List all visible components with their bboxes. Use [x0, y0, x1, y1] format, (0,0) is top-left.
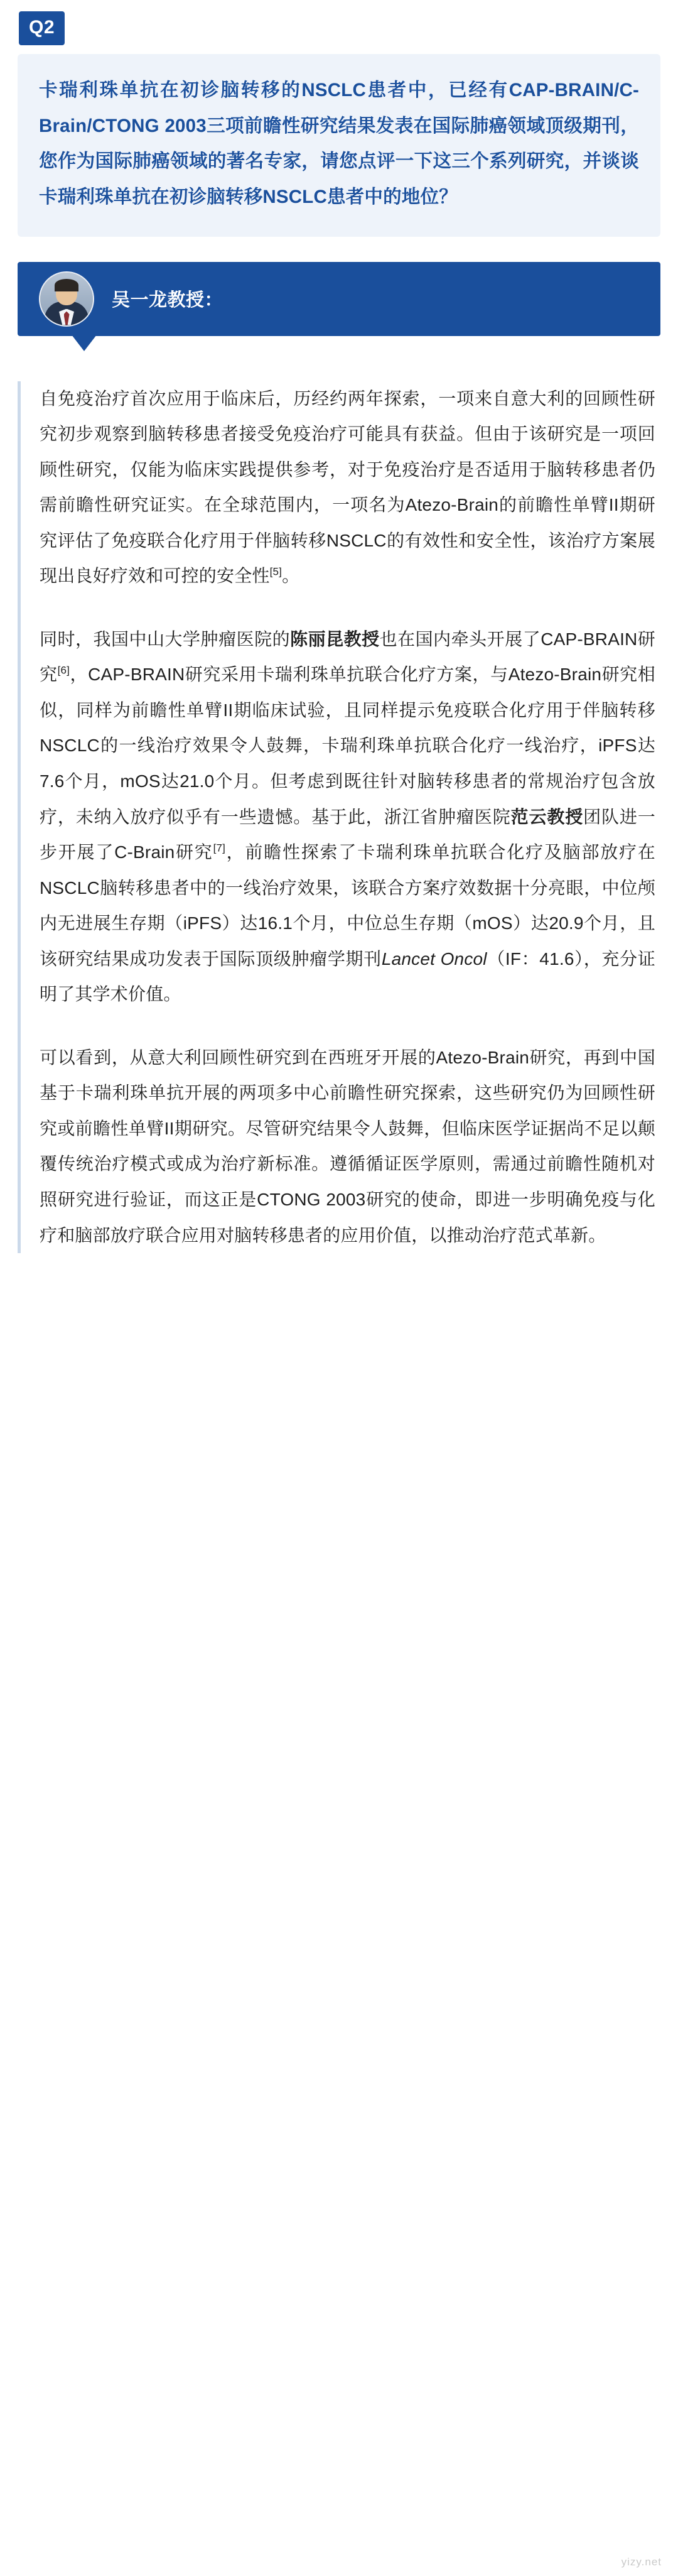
body-text: ，CAP-BRAIN研究采用卡瑞利珠单抗联合化疗方案，与Atezo-Brain研究相似，同样为前瞻性单臂II期临床试验，且同样提示免疫联合化疗用于伴脑转移NSCLC的一线治疗效果令人鼓舞，卡瑞利珠单抗联合化疗一线治疗，iPFS达7.6个月，mOS达21.0个月。但考虑到既往针对脑转移患者的常规治疗包含放疗，未纳入放疗似乎有一些遗憾。基于此，浙江省肿瘤医院: [40, 665, 655, 827]
answer-paragraph: [40, 381, 655, 594]
answer-body: [18, 381, 660, 1254]
question-block: [18, 54, 660, 237]
speaker-name: 吴一龙教授：: [112, 290, 223, 310]
body-text: 可以看到，从意大利回顾性研究到在西班牙开展的Atezo-Brain研究，再到中国基于卡瑞利珠单抗开展的两项多中心前瞻性研究探索，这些研究仍为回顾性研究或前瞻性单臂II期研究。尽管研究结果令人鼓舞，但临床医学证据尚不足以颠覆传统治疗模式或成为治疗新标准。遵循循证医学原则，需通过前瞻性随机对照研究进行验证，而这正是CTONG 2003研究的使命，即进一步明确免疫与化疗和脑部放疗联合应用对脑转移患者的应用价值，以推动治疗范式革新。: [40, 1047, 655, 1245]
avatar-hair: [55, 279, 78, 291]
question-text: 卡瑞利珠单抗在初诊脑转移的NSCLC患者中，已经有CAP-BRAIN/C-Brain/CTONG 2003三项前瞻性研究结果发表在国际肺癌领域顶级期刊，您作为国际肺癌领域的著名专家，请您点评一下这三个系列研究，并谈谈卡瑞利珠单抗在初诊脑转移NSCLC患者中的地位？: [39, 80, 639, 207]
avatar: [39, 271, 94, 327]
body-text: 团队进一步开展了C-Brain研究: [40, 807, 655, 862]
speaker-bar: [18, 262, 660, 336]
speaker-bubble-tail: [72, 335, 97, 351]
body-text: 。: [282, 566, 300, 586]
question-badge-wrap: [0, 0, 678, 45]
reference-marker: [5]: [269, 565, 282, 578]
emphasis-text: 陈丽昆教授: [290, 629, 380, 649]
body-text: 也在国内牵头开展了CAP-BRAIN研究: [40, 629, 655, 685]
question-number-badge: Q2: [19, 11, 65, 45]
watermark: yizy.net: [621, 2556, 662, 2568]
answer-paragraph: [40, 1040, 655, 1253]
body-text: ，前瞻性探索了卡瑞利珠单抗联合化疗及脑部放疗在NSCLC脑转移患者中的一线治疗效果，该联合方案疗效数据十分亮眼，中位颅内无进展生存期（iPFS）达16.1个月，中位总生存期（mOS）达20.9个月，且该研究结果成功发表于国际顶级肿瘤学期刊: [40, 842, 655, 969]
body-text: 同时，我国中山大学肿瘤医院的: [40, 629, 291, 649]
emphasis-text: 范云教授: [510, 807, 584, 827]
body-text: （IF：41.6），充分证明了其学术价值。: [40, 948, 655, 1004]
journal-name: Lancet Oncol: [381, 948, 487, 969]
reference-marker: [7]: [213, 842, 226, 854]
reference-marker: [6]: [57, 665, 70, 677]
body-text: 自免疫治疗首次应用于临床后，历经约两年探索，一项来自意大利的回顾性研究初步观察到脑转移患者接受免疫治疗可能具有获益。但由于该研究是一项回顾性研究，仅能为临床实践提供参考，对于免疫治疗是否适用于脑转移患者仍需前瞻性研究证实。在全球范围内，一项名为Atezo-Brain的前瞻性单臂II期研究评估了免疫联合化疗用于伴脑转移NSCLC的有效性和安全性，该治疗方案展现出良好疗效和可控的安全性: [40, 388, 655, 586]
speaker-section: [18, 262, 660, 336]
answer-paragraph: [40, 622, 655, 1013]
